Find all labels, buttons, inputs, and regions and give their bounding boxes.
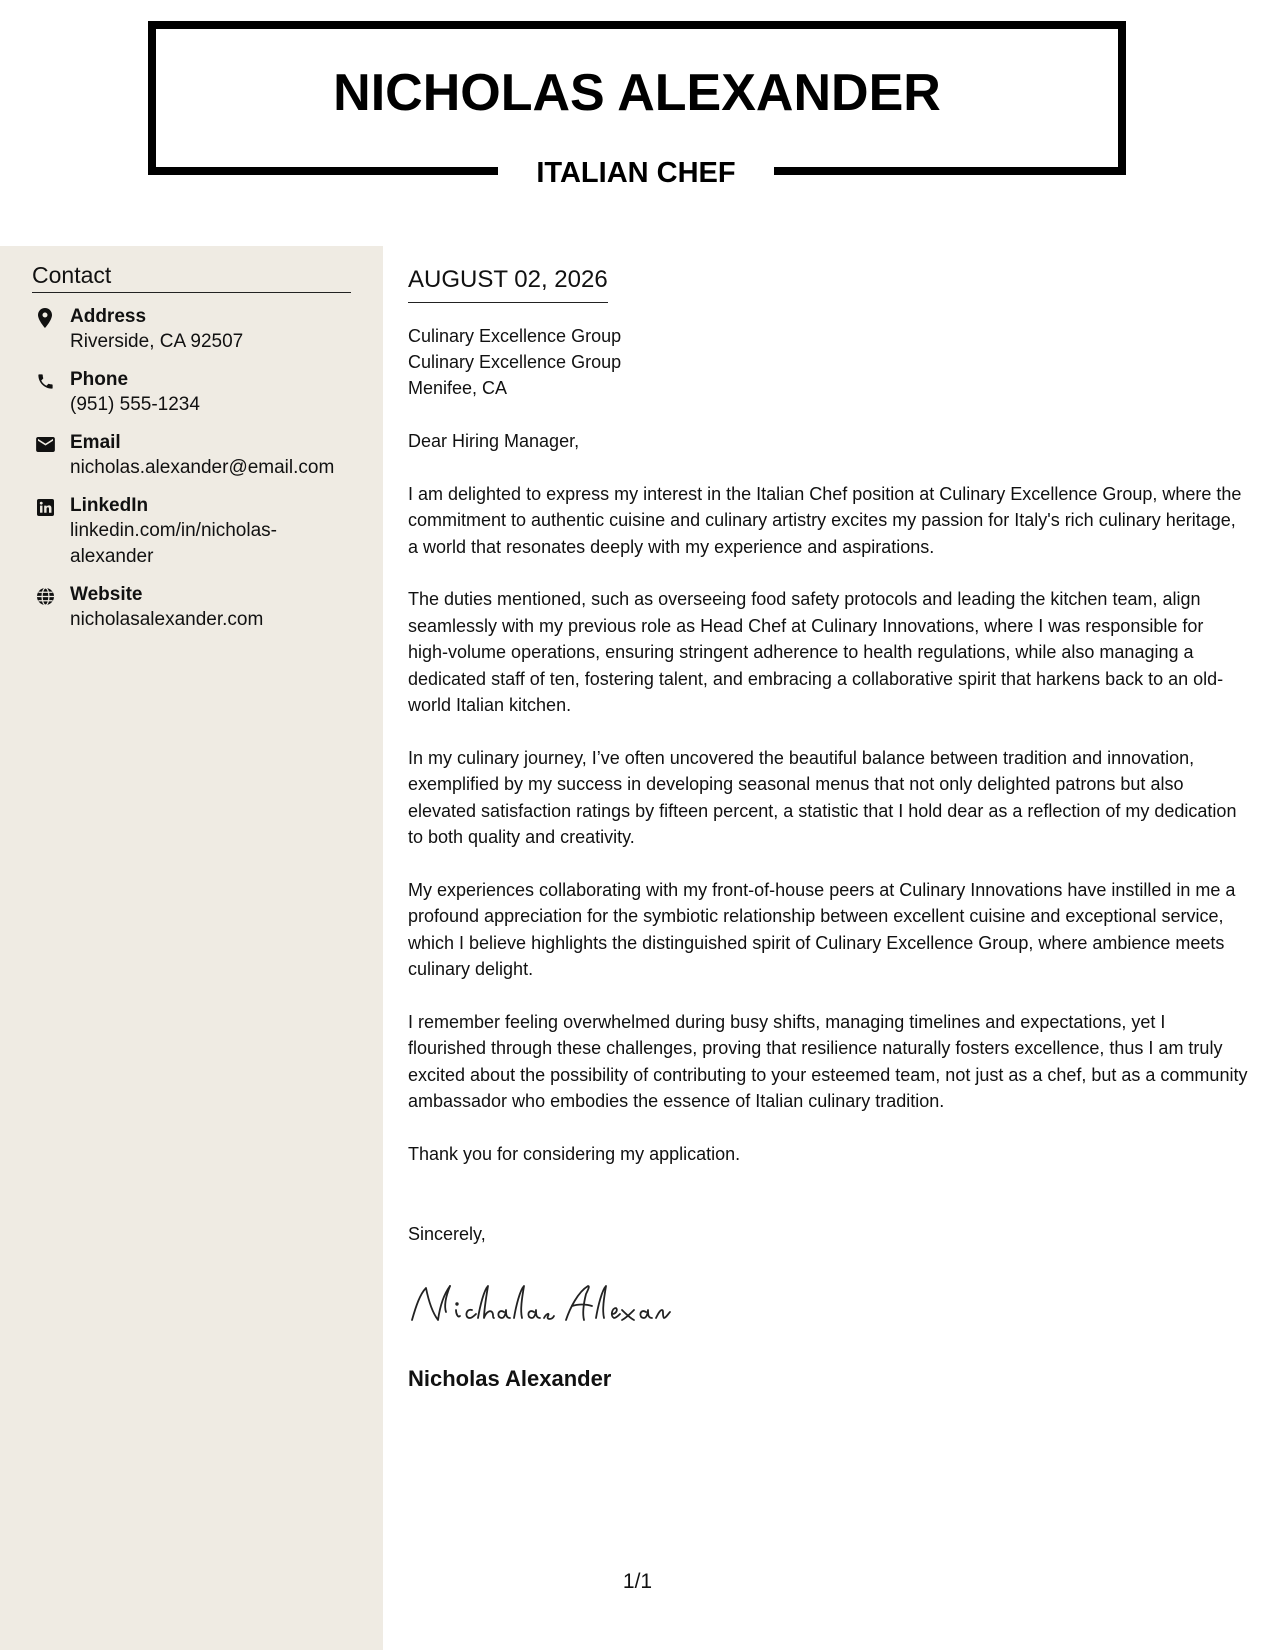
envelope-icon	[34, 433, 56, 455]
job-title: ITALIAN CHEF	[536, 157, 736, 189]
recipient-line: Culinary Excellence Group	[408, 326, 622, 346]
contact-label: Email	[70, 432, 121, 453]
handwritten-signature	[406, 1276, 676, 1330]
body-paragraph: The duties mentioned, such as overseeing food safety protocols and leading the kitchen team, align seamlessly with my previous role as Head Chef at Culinary Innovations, where I was responsible for high-volume operations, ensuring stringent adherence to health regulations, while also managing a dedicated staff of ten, fostering talent, and embracing a collaborative spirit that harkens back to an old-world Italian kitchen.	[408, 589, 1224, 715]
page-number: 1/1	[622, 1570, 653, 1593]
applicant-name: NICHOLAS ALEXANDER	[333, 64, 941, 122]
contact-label: Address	[70, 306, 147, 327]
recipient-line: Menifee, CA	[408, 378, 508, 398]
contact-label: Website	[70, 584, 143, 605]
contact-value: (951) 555-1234	[70, 394, 200, 415]
location-pin-icon	[34, 307, 56, 329]
body-paragraph: My experiences collaborating with my front-of-house peers at Culinary Innovations have instilled in me a profound appreciation for the symbiotic relationship between excellent cuisine and exceptional service, which I believe highlights the distinguished spirit of Culinary Excellence Group, where ambience meets culinary delight.	[408, 879, 1236, 979]
signer-name: Nicholas Alexander	[408, 1366, 612, 1391]
globe-icon	[34, 585, 56, 607]
contact-value: nicholas.alexander@email.com	[70, 457, 335, 478]
contact-value: Riverside, CA 92507	[70, 331, 244, 352]
contact-value: linkedin.com/in/nicholas-alexander	[70, 520, 277, 567]
phone-icon	[34, 370, 56, 392]
recipient-block	[408, 323, 621, 401]
linkedin-icon	[34, 496, 56, 518]
contact-label: LinkedIn	[70, 495, 149, 516]
body-paragraph: Thank you for considering my application.	[408, 1143, 741, 1164]
letter-body	[408, 428, 1248, 1193]
contact-value: nicholasalexander.com	[70, 609, 264, 630]
recipient-line: Culinary Excellence Group	[408, 352, 622, 372]
body-paragraph: I remember feeling overwhelmed during busy shifts, managing timelines and expectations, yet I flourished through these challenges, proving that resilience naturally fosters excellence, thus I am truly excited about the possibility of contributing to your esteemed team, not just as a chef, but as a community ambassador who embodies the essence of Italian culinary tradition.	[408, 1011, 1248, 1111]
body-paragraph: I am delighted to express my interest in the Italian Chef position at Culinary Excellence Group, where the commitment to authentic cuisine and culinary artistry excites my passion for Italy's rich culinary heritage, a world that resonates deeply with my experience and aspirations.	[408, 483, 1242, 557]
contact-label: Phone	[70, 369, 129, 390]
body-paragraph: In my culinary journey, I’ve often uncovered the beautiful balance between tradition and innovation, exemplified by my success in developing seasonal menus that not only delighted patrons but also elevated satisfaction ratings by fifteen percent, a statistic that I hold dear as a reflection of my dedication to both quality and creativity.	[408, 747, 1237, 847]
contact-heading: Contact	[32, 260, 351, 293]
greeting: Dear Hiring Manager,	[408, 431, 580, 451]
closing: Sincerely,	[408, 1224, 486, 1244]
letter-date: AUGUST 02, 2026	[408, 264, 608, 303]
